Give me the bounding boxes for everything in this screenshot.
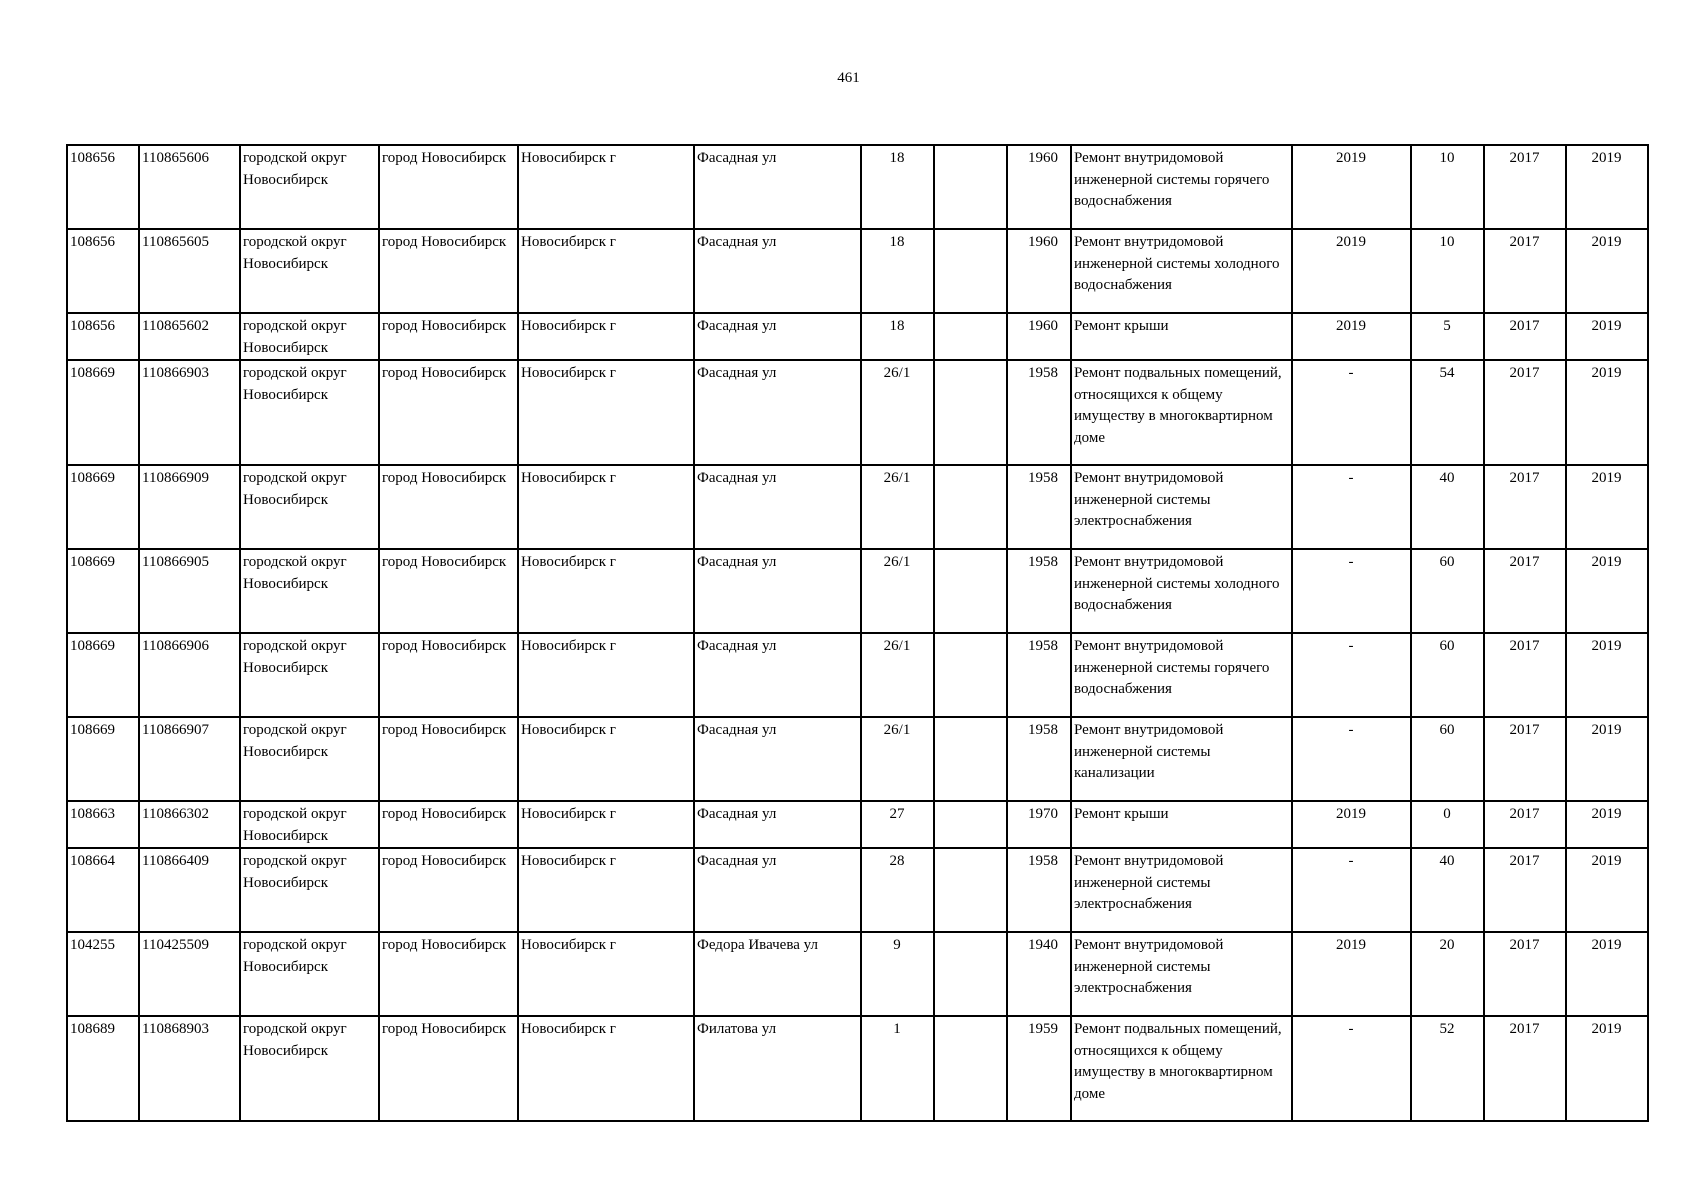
cell-wear: 60 [1411,549,1484,633]
table-row [67,360,1648,465]
cell-extra [934,848,1007,932]
cell-work-type: Ремонт внутридомовой инженерной системы холодного водоснабжения [1071,229,1292,313]
cell-start-year: 2017 [1484,801,1566,848]
cell-code: 110866302 [139,801,240,848]
cell-settlement: город Новосибирск [379,801,518,848]
cell-code: 110866907 [139,717,240,801]
cell-end-year: 2019 [1566,932,1648,1016]
cell-extra [934,229,1007,313]
cell-settlement: город Новосибирск [379,549,518,633]
table-row [67,633,1648,717]
cell-district: городской округ Новосибирск [240,801,379,848]
cell-extra [934,633,1007,717]
cell-wear: 10 [1411,145,1484,229]
cell-repair-year: 2019 [1292,145,1411,229]
cell-start-year: 2017 [1484,932,1566,1016]
cell-wear: 60 [1411,633,1484,717]
cell-district: городской округ Новосибирск [240,313,379,360]
table-row [67,145,1648,229]
cell-end-year: 2019 [1566,360,1648,465]
cell-start-year: 2017 [1484,633,1566,717]
cell-district: городской округ Новосибирск [240,717,379,801]
cell-work-type: Ремонт внутридомовой инженерной системы холодного водоснабжения [1071,549,1292,633]
cell-work-type: Ремонт подвальных помещений, относящихся к общему имуществу в многоквартирном доме [1071,360,1292,465]
cell-house: 26/1 [861,549,934,633]
cell-street: Филатова ул [694,1016,861,1121]
cell-district: городской округ Новосибирск [240,1016,379,1121]
cell-work-type: Ремонт подвальных помещений, относящихся к общему имуществу в многоквартирном доме [1071,1016,1292,1121]
cell-city: Новосибирск г [518,145,694,229]
cell-id: 108669 [67,360,139,465]
cell-end-year: 2019 [1566,633,1648,717]
cell-end-year: 2019 [1566,465,1648,549]
cell-city: Новосибирск г [518,229,694,313]
cell-city: Новосибирск г [518,549,694,633]
cell-end-year: 2019 [1566,229,1648,313]
cell-end-year: 2019 [1566,801,1648,848]
cell-extra [934,1016,1007,1121]
cell-street: Фасадная ул [694,229,861,313]
cell-wear: 40 [1411,848,1484,932]
cell-end-year: 2019 [1566,313,1648,360]
cell-house: 26/1 [861,360,934,465]
cell-settlement: город Новосибирск [379,932,518,1016]
cell-start-year: 2017 [1484,848,1566,932]
cell-house: 18 [861,145,934,229]
cell-work-type: Ремонт внутридомовой инженерной системы электроснабжения [1071,848,1292,932]
cell-work-type: Ремонт крыши [1071,801,1292,848]
cell-district: городской округ Новосибирск [240,932,379,1016]
cell-build-year: 1958 [1007,360,1071,465]
cell-end-year: 2019 [1566,145,1648,229]
cell-city: Новосибирск г [518,1016,694,1121]
cell-code: 110425509 [139,932,240,1016]
cell-house: 27 [861,801,934,848]
cell-street: Фасадная ул [694,717,861,801]
cell-district: городской округ Новосибирск [240,848,379,932]
cell-build-year: 1960 [1007,229,1071,313]
cell-house: 1 [861,1016,934,1121]
cell-build-year: 1940 [1007,932,1071,1016]
cell-wear: 40 [1411,465,1484,549]
cell-id: 108656 [67,313,139,360]
table-row [67,801,1648,848]
cell-district: городской округ Новосибирск [240,360,379,465]
cell-build-year: 1970 [1007,801,1071,848]
cell-settlement: город Новосибирск [379,848,518,932]
cell-house: 18 [861,229,934,313]
cell-house: 18 [861,313,934,360]
cell-repair-year: - [1292,717,1411,801]
cell-end-year: 2019 [1566,1016,1648,1121]
cell-id: 108669 [67,633,139,717]
cell-extra [934,717,1007,801]
cell-id: 108663 [67,801,139,848]
cell-wear: 10 [1411,229,1484,313]
cell-id: 108664 [67,848,139,932]
cell-settlement: город Новосибирск [379,313,518,360]
cell-build-year: 1958 [1007,717,1071,801]
cell-house: 28 [861,848,934,932]
cell-end-year: 2019 [1566,549,1648,633]
cell-wear: 5 [1411,313,1484,360]
table-row [67,549,1648,633]
cell-city: Новосибирск г [518,848,694,932]
cell-street: Фасадная ул [694,360,861,465]
cell-wear: 20 [1411,932,1484,1016]
cell-start-year: 2017 [1484,549,1566,633]
table-row [67,848,1648,932]
cell-repair-year: - [1292,1016,1411,1121]
cell-settlement: город Новосибирск [379,145,518,229]
cell-city: Новосибирск г [518,717,694,801]
cell-extra [934,932,1007,1016]
cell-district: городской округ Новосибирск [240,549,379,633]
cell-work-type: Ремонт внутридомовой инженерной системы электроснабжения [1071,465,1292,549]
cell-street: Фасадная ул [694,633,861,717]
cell-wear: 54 [1411,360,1484,465]
cell-district: городской округ Новосибирск [240,465,379,549]
cell-extra [934,801,1007,848]
cell-district: городской округ Новосибирск [240,229,379,313]
cell-street: Фасадная ул [694,465,861,549]
cell-id: 108656 [67,229,139,313]
cell-extra [934,549,1007,633]
cell-end-year: 2019 [1566,717,1648,801]
table-row [67,229,1648,313]
cell-extra [934,360,1007,465]
cell-house: 26/1 [861,633,934,717]
cell-start-year: 2017 [1484,313,1566,360]
cell-code: 110865606 [139,145,240,229]
cell-extra [934,465,1007,549]
cell-city: Новосибирск г [518,360,694,465]
cell-id: 108656 [67,145,139,229]
cell-id: 104255 [67,932,139,1016]
cell-wear: 52 [1411,1016,1484,1121]
cell-code: 110866906 [139,633,240,717]
cell-street: Фасадная ул [694,801,861,848]
cell-code: 110865602 [139,313,240,360]
table-row [67,932,1648,1016]
cell-city: Новосибирск г [518,932,694,1016]
cell-repair-year: - [1292,360,1411,465]
cell-id: 108669 [67,549,139,633]
table-row [67,465,1648,549]
cell-street: Фасадная ул [694,313,861,360]
cell-house: 26/1 [861,465,934,549]
repair-schedule-table [66,144,1649,1122]
cell-id: 108669 [67,465,139,549]
cell-code: 110865605 [139,229,240,313]
cell-repair-year: - [1292,633,1411,717]
cell-settlement: город Новосибирск [379,717,518,801]
cell-code: 110866409 [139,848,240,932]
cell-work-type: Ремонт внутридомовой инженерной системы канализации [1071,717,1292,801]
cell-repair-year: 2019 [1292,932,1411,1016]
cell-city: Новосибирск г [518,465,694,549]
cell-city: Новосибирск г [518,801,694,848]
cell-repair-year: - [1292,848,1411,932]
cell-work-type: Ремонт внутридомовой инженерной системы горячего водоснабжения [1071,145,1292,229]
cell-extra [934,313,1007,360]
cell-code: 110866903 [139,360,240,465]
cell-settlement: город Новосибирск [379,1016,518,1121]
cell-build-year: 1959 [1007,1016,1071,1121]
cell-district: городской округ Новосибирск [240,633,379,717]
cell-wear: 0 [1411,801,1484,848]
cell-build-year: 1958 [1007,633,1071,717]
cell-id: 108689 [67,1016,139,1121]
cell-street: Фасадная ул [694,145,861,229]
cell-end-year: 2019 [1566,848,1648,932]
cell-wear: 60 [1411,717,1484,801]
cell-settlement: город Новосибирск [379,633,518,717]
cell-settlement: город Новосибирск [379,360,518,465]
cell-city: Новосибирск г [518,313,694,360]
cell-repair-year: - [1292,549,1411,633]
cell-start-year: 2017 [1484,145,1566,229]
cell-code: 110866909 [139,465,240,549]
cell-build-year: 1958 [1007,465,1071,549]
cell-build-year: 1958 [1007,549,1071,633]
cell-street: Федора Ивачева ул [694,932,861,1016]
cell-start-year: 2017 [1484,465,1566,549]
cell-work-type: Ремонт внутридомовой инженерной системы горячего водоснабжения [1071,633,1292,717]
cell-district: городской округ Новосибирск [240,145,379,229]
cell-repair-year: 2019 [1292,229,1411,313]
table-row [67,717,1648,801]
cell-street: Фасадная ул [694,848,861,932]
table-row [67,1016,1648,1121]
cell-work-type: Ремонт крыши [1071,313,1292,360]
cell-city: Новосибирск г [518,633,694,717]
cell-house: 9 [861,932,934,1016]
cell-build-year: 1958 [1007,848,1071,932]
cell-work-type: Ремонт внутридомовой инженерной системы электроснабжения [1071,932,1292,1016]
cell-start-year: 2017 [1484,229,1566,313]
cell-house: 26/1 [861,717,934,801]
cell-start-year: 2017 [1484,717,1566,801]
cell-repair-year: 2019 [1292,313,1411,360]
cell-build-year: 1960 [1007,313,1071,360]
cell-code: 110868903 [139,1016,240,1121]
cell-repair-year: - [1292,465,1411,549]
cell-street: Фасадная ул [694,549,861,633]
cell-build-year: 1960 [1007,145,1071,229]
cell-settlement: город Новосибирск [379,229,518,313]
table-row [67,313,1648,360]
cell-settlement: город Новосибирск [379,465,518,549]
cell-start-year: 2017 [1484,360,1566,465]
cell-id: 108669 [67,717,139,801]
page-number: 461 [837,70,860,86]
cell-start-year: 2017 [1484,1016,1566,1121]
cell-code: 110866905 [139,549,240,633]
table-body [67,145,1648,1121]
cell-repair-year: 2019 [1292,801,1411,848]
cell-extra [934,145,1007,229]
